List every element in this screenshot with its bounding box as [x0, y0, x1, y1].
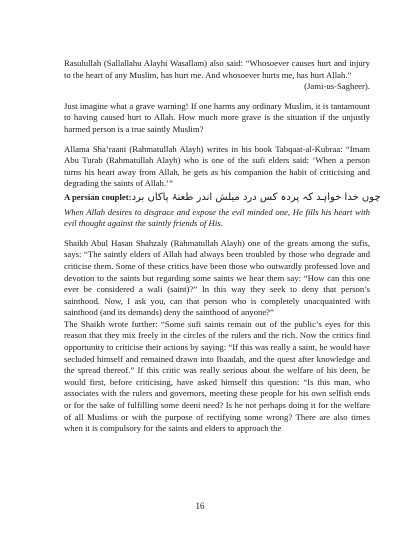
page-body — [64, 58, 381, 435]
page-number: 16 — [195, 501, 205, 511]
couplet-translation: When Allah desires to disgrace and expose the evil minded one, He fills his heart with evil thought against the saintly friends of His. — [64, 206, 370, 229]
paragraph-shaikh-further: The Shaikh wrote further: “Some sufi saints remain out of the public’s eyes for this reason that they mix freely in the circles of the rulers and the rich. Now the critics find opportunity to criticise their actions by saying: “If this was really a saint, he would have secluded himself and remained drawn into Ibaadah, and the quest after knowledge and the spread thereof.” If this critic was really serious about the welfare of his deen, he would first, before criticising, have asked himself this question: “Is this man, who associates with the rulers and governors, meeting these people for his own selfish ends or for the sake of fulfilling some deeni need? Is he not perhaps doing it for the welfare of all Muslims or with the purpose of rectifying some wrong? There are also times when it is compulsory for the saints and elders to approach the — [64, 318, 370, 434]
persian-couplet-text: چوں خدا خواہد کہ پردہ کس درد میلش اندر طعنۂ پاکاں برد — [131, 191, 381, 203]
paragraph-shaarani: Allama Sha’raani (Rahmatullah Alayh) writes in his book Tabqaat-al-Kubraa: “Imam Abu Turab (Rahmatullah Alayh) who is one of the sufi elders said: ‘When a person turns his heart away from Allah, he gets as his companion the habit of criticising and degrading the saints of Allah.’” — [64, 143, 370, 189]
couplet-label: A persian couplet: — [64, 191, 132, 202]
paragraph-shahzaly: Shaikh Abul Hasan Shahzaly (Rahmatullah Alayh) one of the greats among the sufis, says: “The saintly elders of Allah had always been troubled by those who degrade and criticise them. Some of these critics have been those who outwardly professed love and devotion to the saints but regarding some saints we hear them say: “How can this one ever be considered a wali (saint)?” In this way they seek to deny that person’s sainthood. Now, I ask you, can that person who is completely unacquainted with sainthood (and its demands) deny the sainthood of anyone?” — [64, 237, 370, 318]
spacer — [64, 136, 370, 144]
reference-citation: (Jami-us-Sagheer). — [304, 81, 370, 92]
paragraph-hadith: Rasulullah (Sallallahu Alayhi Wasallam) also said: “Whosoever causes hurt and injury to the heart of any Muslim, has hurt me. And whosoever hurts me, has hurt Allah.” — [64, 58, 370, 80]
spacer — [64, 230, 370, 238]
paragraph-warning: Just imagine what a grave warning! If one harms any ordinary Muslim, it is tantamount to having caused hurt to Allah. How much more grave is the situation if the unjustly harmed person is a true saintly Muslim? — [64, 100, 370, 134]
couplet-row — [64, 191, 381, 204]
spacer — [64, 93, 370, 101]
